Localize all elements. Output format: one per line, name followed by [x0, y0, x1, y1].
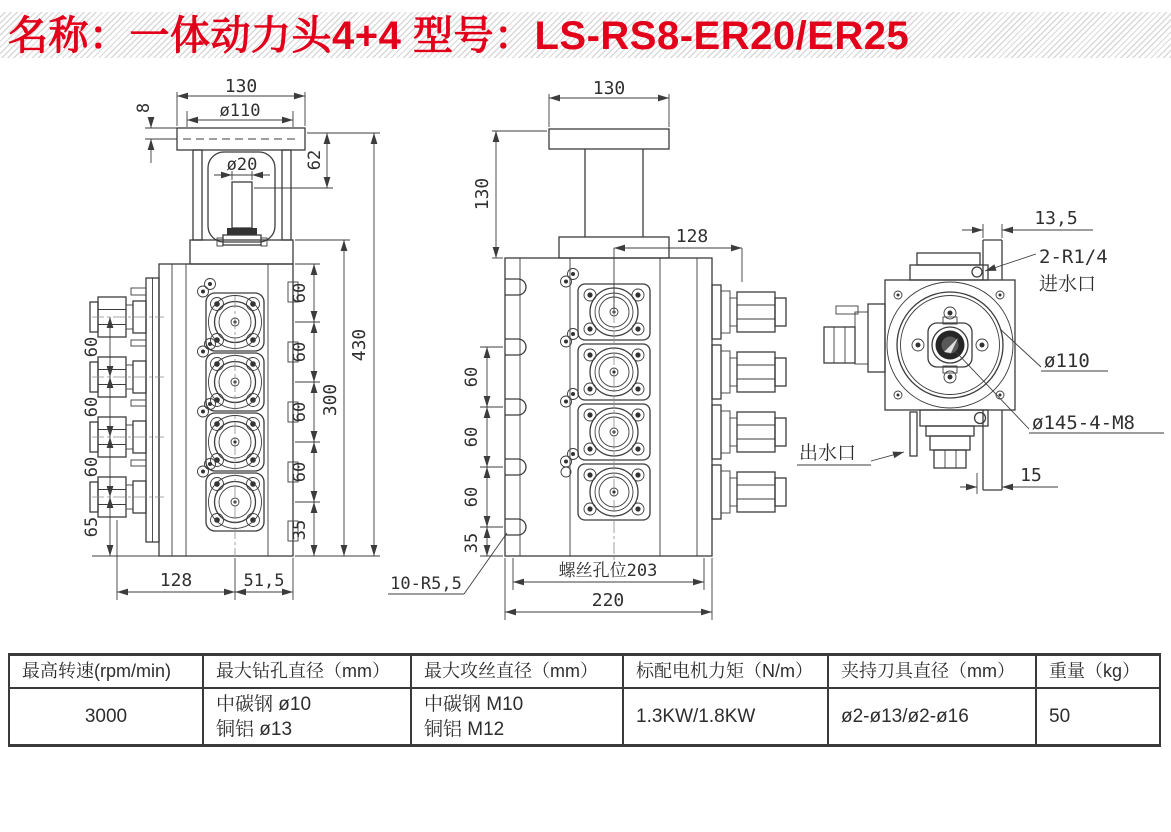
svg-text:60: 60	[290, 341, 310, 363]
rear-collet-nut-3	[712, 405, 786, 459]
svg-text:220: 220	[591, 590, 625, 611]
top-dim-flange-110	[1000, 329, 1108, 372]
svg-text:35: 35	[462, 532, 482, 554]
spec-header: 最大攻丝直径（mm）	[412, 656, 622, 689]
svg-text:出水口: 出水口	[799, 442, 857, 464]
side-dim-column-130	[472, 131, 547, 258]
spec-table	[8, 653, 1161, 747]
svg-text:ø20: ø20	[226, 155, 258, 175]
svg-text:15: 15	[1020, 465, 1042, 486]
svg-text:进水口: 进水口	[1039, 273, 1097, 295]
svg-text:8: 8	[134, 102, 154, 114]
coolant-slot	[505, 519, 526, 535]
svg-text:430: 430	[349, 328, 370, 362]
front-dim-shaft-20	[214, 155, 270, 180]
spec-col-tool-diameter	[829, 656, 1037, 744]
front-dim-step-8	[134, 103, 154, 163]
water-outlet-spout	[910, 412, 917, 456]
front-dim-head-62	[254, 133, 333, 188]
front-input-shaft	[232, 182, 252, 228]
svg-text:128: 128	[159, 570, 193, 591]
svg-text:60: 60	[82, 396, 102, 418]
spec-value: 中碳钢 ø10 铜铝 ø13	[216, 693, 312, 740]
top-dim-offset-135	[962, 208, 1093, 238]
side-note-slots	[388, 533, 507, 594]
svg-text:13,5: 13,5	[1034, 208, 1078, 229]
svg-text:螺丝孔位203: 螺丝孔位203	[558, 561, 658, 581]
spec-col-motor-torque	[624, 656, 829, 744]
svg-text:ø110: ø110	[1044, 350, 1090, 372]
svg-text:60: 60	[290, 401, 310, 423]
water-port-bottom	[975, 413, 986, 424]
svg-text:ø145-4-M8: ø145-4-M8	[1032, 412, 1135, 434]
top-note-inlet	[985, 246, 1108, 295]
svg-text:60: 60	[82, 336, 102, 358]
spec-header: 最高转速(rpm/min)	[10, 656, 202, 689]
svg-text:60: 60	[462, 426, 482, 448]
rear-collet-nut-1	[712, 285, 786, 339]
side-dim-chain-left	[462, 347, 503, 556]
svg-text:65: 65	[82, 516, 102, 538]
svg-text:ø110: ø110	[219, 101, 261, 121]
rear-collet-nut-2	[712, 345, 786, 399]
spec-header: 夹持刀具直径（mm）	[829, 656, 1035, 689]
svg-text:62: 62	[305, 149, 325, 171]
front-dim-chain-left	[82, 317, 159, 556]
side-dim-width-130	[549, 78, 669, 127]
side-gearbox-body	[505, 258, 712, 556]
top-view	[797, 208, 1164, 494]
svg-text:2-R1/4: 2-R1/4	[1039, 246, 1108, 268]
spec-col-max-speed	[10, 656, 204, 744]
spec-header: 最大钻孔直径（mm）	[204, 656, 410, 689]
svg-text:60: 60	[290, 282, 310, 304]
svg-text:60: 60	[290, 461, 310, 483]
svg-text:60: 60	[82, 456, 102, 478]
top-dim-bottom-15	[960, 465, 1058, 494]
svg-text:60: 60	[462, 486, 482, 508]
spec-header: 标配电机力矩（N/m）	[624, 656, 827, 689]
spec-value: 50	[1049, 706, 1071, 727]
svg-text:51,5: 51,5	[243, 571, 285, 591]
svg-text:300: 300	[320, 383, 341, 417]
side-view	[388, 78, 786, 620]
svg-text:35: 35	[290, 519, 310, 541]
front-dim-base	[117, 520, 293, 600]
front-view	[82, 76, 380, 600]
spec-value: 中碳钢 M10 铜铝 M12	[424, 693, 524, 740]
spec-value: ø2-ø13/ø2-ø16	[841, 706, 969, 727]
front-dim-flange-110	[187, 101, 293, 127]
front-dim-chain-right	[290, 264, 320, 556]
svg-text:128: 128	[675, 226, 709, 247]
front-spindle-3	[206, 413, 264, 471]
rear-collet-nut-4	[712, 465, 786, 519]
spec-col-weight	[1037, 656, 1159, 744]
page-title: 名称：一体动力头4+4 型号：LS-RS8-ER20/ER25	[8, 14, 910, 58]
spec-value: 3000	[84, 706, 128, 727]
spec-col-max-drilling	[204, 656, 412, 744]
svg-text:10-R5,5: 10-R5,5	[390, 574, 462, 594]
spec-value: 1.3KW/1.8KW	[636, 706, 756, 727]
side-dim-screw-holes-203	[513, 558, 704, 590]
svg-text:130: 130	[592, 78, 626, 99]
front-gearbox-body	[159, 264, 293, 556]
svg-text:130: 130	[224, 76, 258, 97]
water-inlet-port	[972, 267, 982, 277]
spec-header: 重量（kg）	[1037, 656, 1159, 689]
svg-text:60: 60	[462, 366, 482, 388]
top-note-outlet	[797, 442, 904, 465]
side-top-flange	[549, 129, 669, 149]
spec-col-max-tapping	[412, 656, 624, 744]
svg-text:130: 130	[472, 177, 493, 211]
